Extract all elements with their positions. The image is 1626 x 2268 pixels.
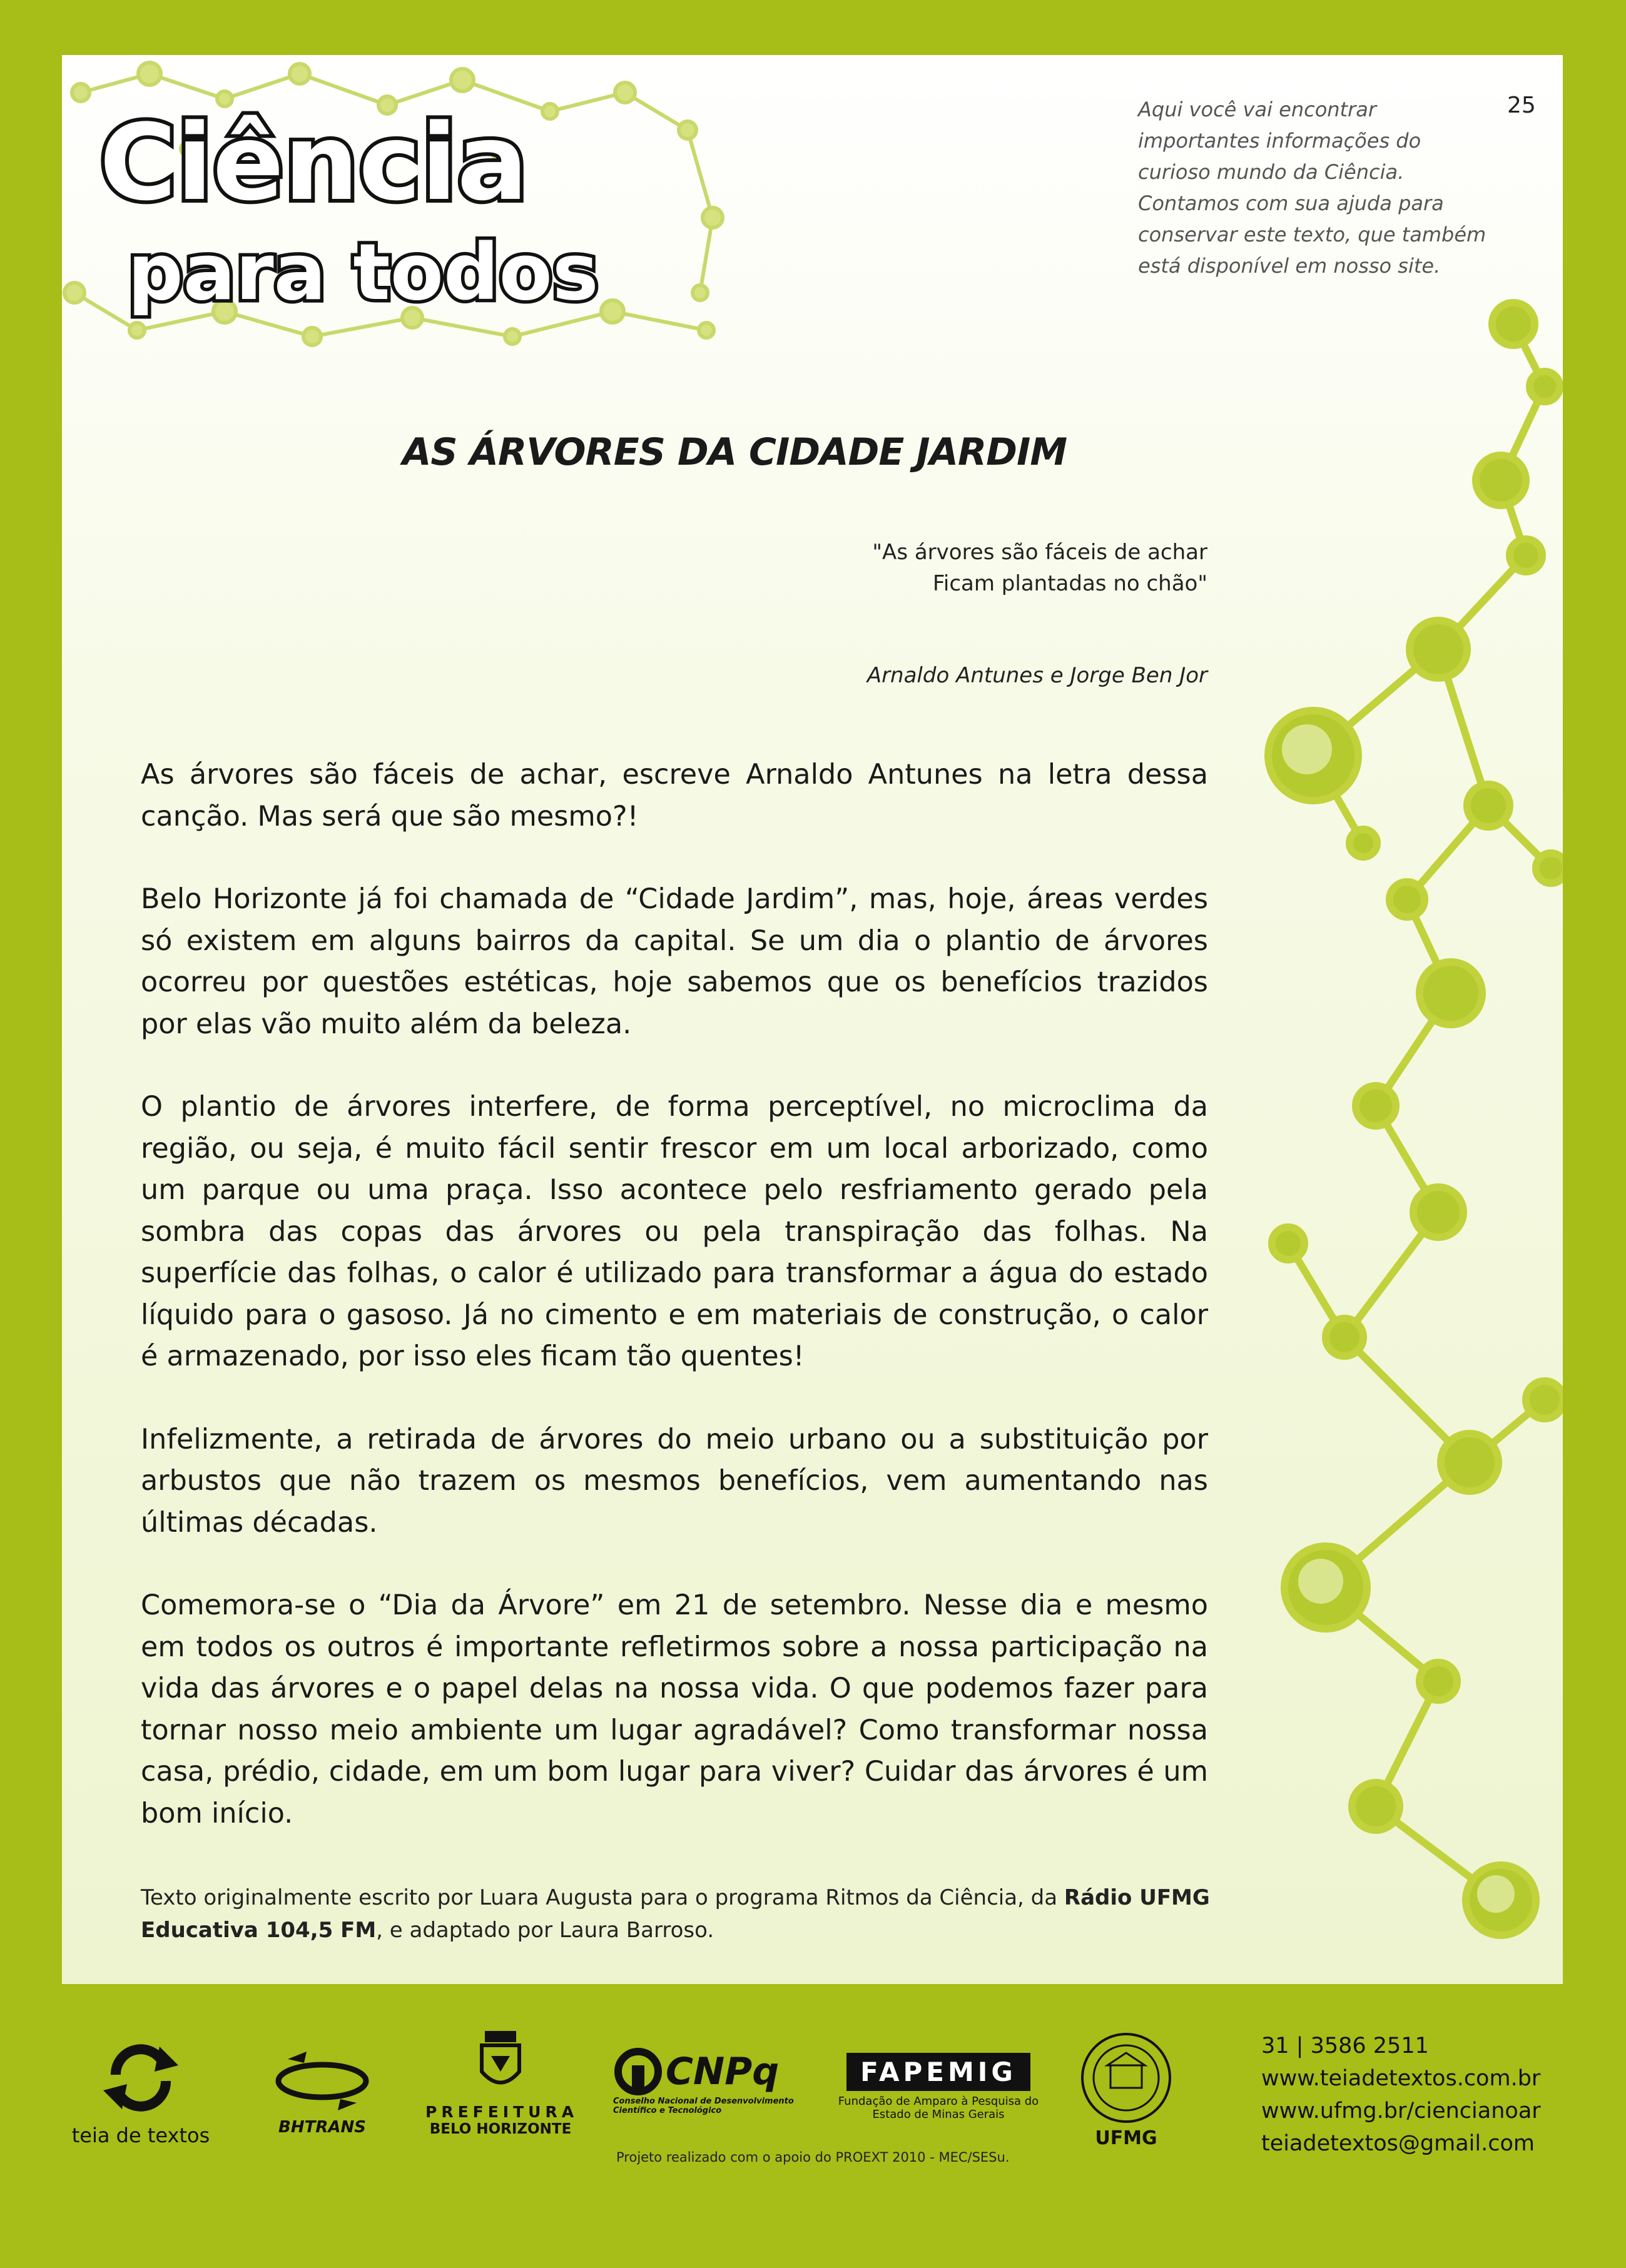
credit-radio-freq: Educativa 104,5 FM (141, 1918, 377, 1943)
epigraph-line: Ficam plantadas no chão" (932, 571, 1207, 596)
credit-text: Texto originalmente escrito por Luara Augusta para o programa Ritmos da Ciência, da (141, 1885, 1064, 1910)
page-panel (62, 55, 1563, 1984)
prefeitura-line2: BELO HORIZONTE (429, 2121, 572, 2137)
fapemig-label: FAPEMIG (846, 2053, 1030, 2091)
logo-line1: Ciência (99, 101, 528, 224)
bhtrans-label: BHTRANS (278, 2118, 366, 2137)
ufmg-label: UFMG (1095, 2127, 1157, 2149)
intro-line: Contamos com sua ajuda para (1138, 191, 1444, 215)
contact-link[interactable]: www.teiadetextos.com.br (1261, 2066, 1541, 2091)
intro-line: importantes informações do (1138, 129, 1421, 153)
intro-line: está disponível em nosso site. (1138, 254, 1441, 278)
contact-email[interactable]: teiadetextos@gmail.com (1261, 2131, 1535, 2156)
paragraph: Comemora-se o “Dia da Árvore” em 21 de setembro. Nesse dia e mesmo em todos os outros é importante refletirmos sobre a nossa participação na vida das árvores e o papel delas na nossa vida. O que podemos fazer para tornar nosso meio ambiente um lugar agradável? Como transformar nossa casa, prédio, cidade, em um bom lugar para viver? Cuidar das árvores é um bom início. (141, 1589, 1208, 1830)
epigraph-line: "As árvores são fáceis de achar (872, 540, 1207, 565)
paragraph: Belo Horizonte já foi chamada de “Cidade Jardim”, mas, hoje, áreas verdes só existem em alguns bairros da capital. Se um dia o plantio de árvores ocorreu por questões estéticas, hoje sabemos que os benefícios trazidos por elas vão muito além da beleza. (141, 883, 1208, 1040)
credit-text: , e adaptado por Laura Barroso. (376, 1918, 714, 1943)
bhtrans-logo (263, 2047, 382, 2137)
ufmg-logo (1064, 2031, 1189, 2149)
contact-info (1261, 2030, 1541, 2160)
paragraph: As árvores são fáceis de achar, escreve Arnaldo Antunes na letra dessa canção. Mas será que são mesmo?! (141, 759, 1208, 833)
contact-phone: 31 | 3586 2511 (1261, 2033, 1429, 2058)
article-title: AS ÁRVORES DA CIDADE JARDIM (402, 430, 1067, 474)
intro-text (1138, 94, 1513, 281)
prefeitura-line1: PREFEITURA (425, 2103, 579, 2121)
bhtrans-swirl-icon (269, 2047, 375, 2115)
cnpq-sub1: Conselho Nacional de Desenvolvimento (613, 2097, 794, 2106)
prefeitura-logo (425, 2028, 579, 2137)
paragraph: Infelizmente, a retirada de árvores do meio urbano ou a substituição por arbustos que não trazem os mesmos benefícios, vem aumentando nas últimas décadas. (141, 1423, 1208, 1539)
epigraph (872, 537, 1207, 599)
logo-line2: para todos (128, 228, 599, 318)
cnpq-label: CNPq (666, 2050, 780, 2093)
intro-line: Aqui você vai encontrar (1138, 98, 1377, 121)
cnpq-emblem-icon (613, 2047, 663, 2097)
logo-molecules-art (62, 55, 738, 349)
page-number: 25 (1507, 93, 1536, 118)
fapemig-sub1: Fundação de Amparo à Pesquisa do (838, 2095, 1039, 2108)
credit-note (141, 1881, 1236, 1947)
intro-line: conservar este texto, que também (1138, 223, 1486, 246)
recycle-arrows-icon (97, 2037, 185, 2119)
ufmg-seal-icon (1079, 2031, 1173, 2125)
contact-link[interactable]: www.ufmg.br/ciencianoar (1261, 2098, 1541, 2124)
molecules-decoration (1251, 243, 1563, 1984)
teia-de-textos-logo (69, 2037, 213, 2147)
article-body (141, 754, 1208, 1876)
credit-radio: Rádio UFMG (1064, 1885, 1210, 1910)
intro-line: curioso mundo da Ciência. (1138, 160, 1405, 184)
coat-of-arms-icon (475, 2028, 526, 2097)
proext-note: Projeto realizado com o apoio do PROEXT 2010 - MEC/SESu. (616, 2150, 1010, 2165)
fapemig-sub2: Estado de Minas Gerais (872, 2108, 1005, 2121)
cnpq-sub2: Científico e Tecnológico (613, 2106, 722, 2115)
paragraph: O plantio de árvores interfere, de forma perceptível, no microclima da região, ou seja, é muito fácil sentir frescor em um local arborizado, como um parque ou uma praça. Isso acontece pelo resfriamento gerado pela sombra das copas das árvores ou pela transpiração das folhas. Na superfície das folhas, o calor é utilizado para transformar a água do estado líquido para o gasoso. Já no cimento e em materiais de construção, o calor é armazenado, por isso eles ficam tão quentes! (141, 1091, 1208, 1372)
epigraph-author: Arnaldo Antunes e Jorge Ben Jor (866, 663, 1207, 688)
fapemig-logo (832, 2053, 1045, 2121)
teia-label: teia de textos (71, 2124, 210, 2147)
cnpq-logo (613, 2047, 820, 2115)
